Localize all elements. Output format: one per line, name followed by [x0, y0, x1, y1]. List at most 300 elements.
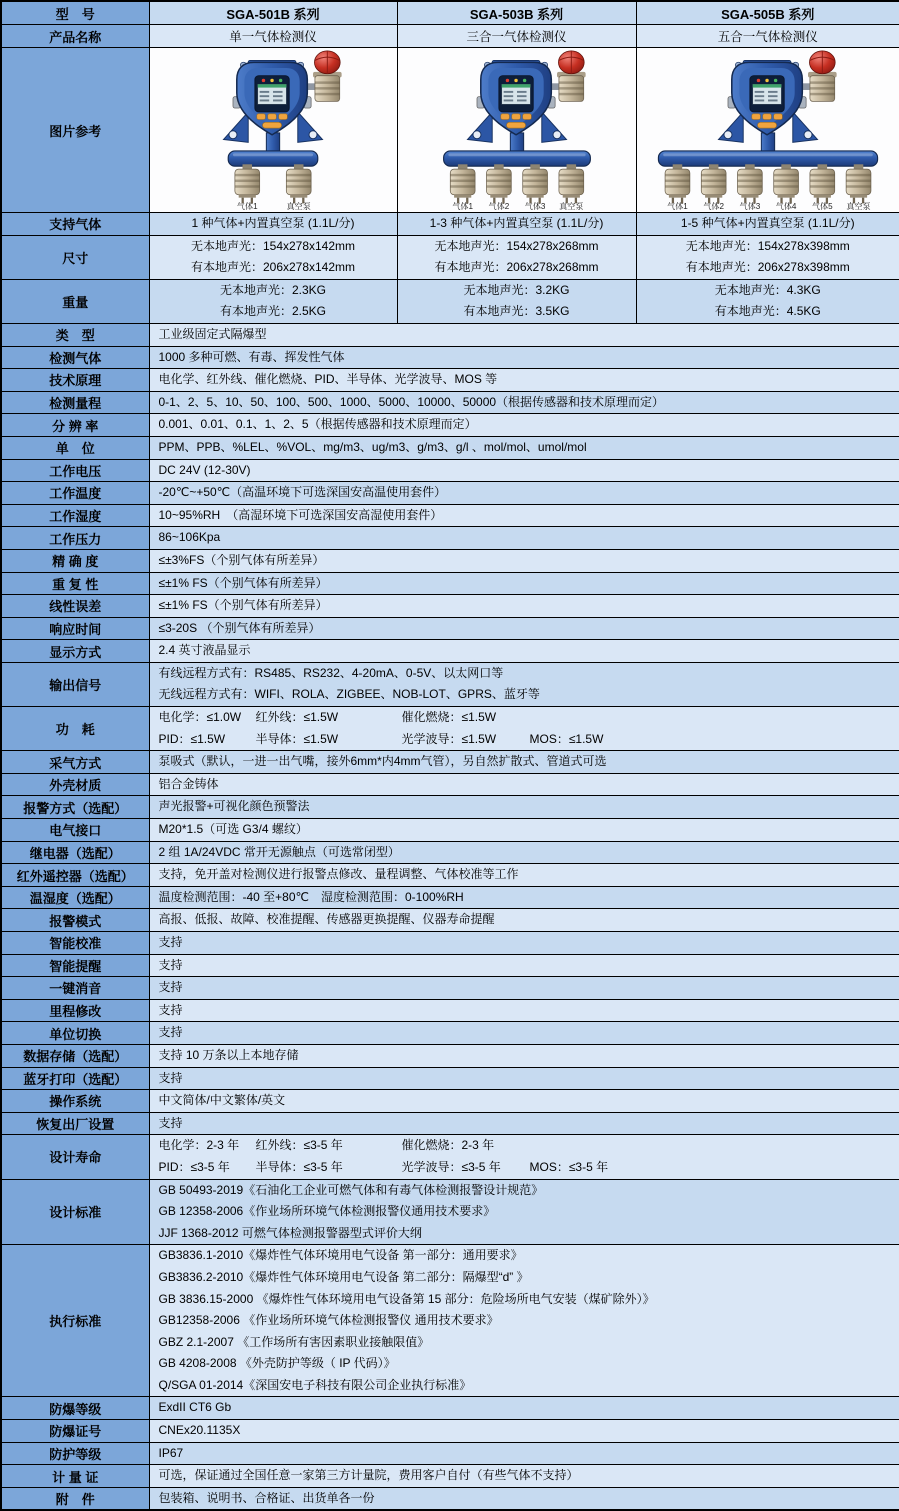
spec-value	[149, 1090, 899, 1113]
sensor-label: 气体1	[667, 201, 688, 211]
product-row	[1, 25, 899, 48]
row-label: 附 件	[1, 1487, 149, 1510]
spec-row	[1, 1487, 899, 1510]
row-label: 防爆证号	[1, 1420, 149, 1443]
spec-value	[149, 1465, 899, 1488]
spec-value	[149, 1442, 899, 1465]
value-line: 1 种气体+内置真空泵 (1.1L/分)	[150, 213, 397, 235]
spec-value	[149, 977, 899, 1000]
row-label: 支持气体	[1, 213, 149, 236]
value-text: GB 3836.15-2000 《爆炸性气体环境用电气设备第 15 部分：危险场所电气安装（煤矿除外）》	[159, 1292, 655, 1306]
product-image-cell	[149, 48, 397, 213]
value-text: Q/SGA 01-2014《深国安电子科技有限公司企业执行标准》	[159, 1378, 472, 1392]
row-label: 数据存储（选配）	[1, 1044, 149, 1067]
value-line	[159, 796, 899, 818]
value-text: 有线远程方式有：RS485、RS232、4-20mA、0-5V、以太网口等	[159, 666, 504, 680]
spec-row	[1, 549, 899, 572]
row-label: 操作系统	[1, 1090, 149, 1113]
value-line	[159, 729, 899, 751]
spec-value	[149, 1487, 899, 1510]
spec-value	[149, 346, 899, 369]
spec-value	[149, 954, 899, 977]
spec-row	[1, 886, 899, 909]
value-line	[159, 1000, 899, 1022]
value-line	[159, 774, 899, 796]
spec-value	[149, 819, 899, 842]
model-row	[1, 1, 899, 25]
sensor-label: 真空泵	[559, 201, 583, 211]
product-name: 三合一气体检测仪	[397, 25, 636, 48]
sensor-label: 气体4	[776, 201, 797, 211]
row-label: 执行标准	[1, 1245, 149, 1397]
spec-row	[1, 662, 899, 706]
value-line	[159, 1289, 899, 1311]
compare-row	[1, 235, 899, 279]
value-line: 有本地声光：4.5KG	[637, 301, 899, 323]
value-text: 支持，免开盖对检测仪进行报警点修改、量程调整、气体校准等工作	[159, 867, 519, 881]
value-text: 1000 多种可燃、有毒、挥发性气体	[159, 350, 345, 364]
spec-value	[149, 391, 899, 414]
value-line: 有本地声光：206x278x142mm	[150, 257, 397, 279]
spec-row	[1, 1442, 899, 1465]
row-label: 检测量程	[1, 391, 149, 414]
value-line	[159, 640, 899, 662]
value-text: GB12358-2006 《作业场所环境气体检测报警仪 通用技术要求》	[159, 1313, 499, 1327]
value-line: 有本地声光：3.5KG	[398, 301, 636, 323]
row-label: 重量	[1, 279, 149, 323]
row-label: 尺寸	[1, 235, 149, 279]
compare-row	[1, 279, 899, 323]
spec-value	[149, 1067, 899, 1090]
detector-body	[223, 60, 322, 155]
spec-value	[149, 662, 899, 706]
spec-row	[1, 773, 899, 796]
spec-value	[149, 414, 899, 437]
spec-row	[1, 459, 899, 482]
value-line	[159, 1375, 899, 1397]
value-text: MOS：≤3-5 年	[530, 1157, 609, 1179]
row-label: 功 耗	[1, 707, 149, 751]
value-text: 包装箱、说明书、合格证、出货单各一份	[159, 1491, 375, 1505]
row-label: 输出信号	[1, 662, 149, 706]
value-text: 泵吸式（默认，一进一出气嘴，接外6mm*内4mm气管），另自然扩散式、管道式可选	[159, 754, 607, 768]
value-line	[159, 1113, 899, 1135]
spec-row	[1, 572, 899, 595]
product-image	[650, 49, 886, 211]
sensor-cylinder	[846, 164, 871, 211]
value-text: PPM、PPB、%LEL、%VOL、mg/m3、ug/m3、g/m3、g/l 、mol/mol、umol/mol	[159, 440, 587, 454]
spec-value	[149, 841, 899, 864]
product-image-cell	[636, 48, 899, 213]
manifold-bar	[658, 151, 877, 166]
value-line	[159, 1397, 899, 1419]
spec-value	[149, 886, 899, 909]
row-label: 重 复 性	[1, 572, 149, 595]
model-name: SGA-503B 系列	[397, 1, 636, 25]
value-line	[159, 573, 899, 595]
value-text: M20*1.5（可选 G3/4 螺纹）	[159, 822, 308, 836]
spec-row	[1, 932, 899, 955]
spec-row	[1, 796, 899, 819]
value-text: 2.4 英寸液晶显示	[159, 643, 251, 657]
value-text: GB3836.1-2010《爆炸性气体环境用电气设备 第一部分：通用要求》	[159, 1248, 523, 1262]
spec-value	[149, 1397, 899, 1420]
value-text: 红外线：≤1.5W	[256, 707, 402, 729]
model-name: SGA-501B 系列	[149, 1, 397, 25]
spec-value	[149, 527, 899, 550]
row-label: 里程修改	[1, 999, 149, 1022]
value-text: IP67	[159, 1446, 184, 1460]
compare-row	[1, 213, 899, 236]
value-text: GB 4208-2008 《外壳防护等级（ IP 代码）》	[159, 1356, 396, 1370]
value-text: 0-1、2、5、10、50、100、500、1000、5000、10000、50000（根据传感器和技术原理而定）	[159, 395, 665, 409]
sensor-cylinder	[558, 164, 583, 211]
spec-value	[149, 707, 899, 751]
value-line	[159, 1157, 899, 1179]
row-label: 单 位	[1, 436, 149, 459]
row-label: 温湿度（选配）	[1, 886, 149, 909]
manifold-bar	[228, 151, 318, 166]
value-line: 无本地声光：154x278x142mm	[150, 236, 397, 258]
spec-value	[149, 549, 899, 572]
value-text: 支持	[159, 1116, 183, 1130]
spec-row	[1, 617, 899, 640]
value-text: ExdII CT6 Gb	[159, 1400, 232, 1414]
sensor-label: 气体5	[812, 201, 833, 211]
value-line	[159, 1332, 899, 1354]
sensor-label: 气体3	[524, 201, 545, 211]
spec-value	[149, 482, 899, 505]
value-line	[159, 1090, 899, 1112]
spec-value	[149, 1245, 899, 1397]
spec-value	[149, 773, 899, 796]
spec-row	[1, 595, 899, 618]
value-line: 无本地声光：154x278x398mm	[637, 236, 899, 258]
sensor-label: 真空泵	[846, 201, 870, 211]
spec-value	[149, 1022, 899, 1045]
sensor-cylinder	[235, 164, 260, 211]
spec-value	[149, 796, 899, 819]
value-text: ≤±1% FS（个别气体有所差异）	[159, 598, 328, 612]
row-label: 智能提醒	[1, 954, 149, 977]
row-label: 响应时间	[1, 617, 149, 640]
compare-value	[397, 279, 636, 323]
value-text: GB 50493-2019《石油化工企业可燃气体和有毒气体检测报警设计规范》	[159, 1183, 544, 1197]
spec-value	[149, 1420, 899, 1443]
spec-row	[1, 1022, 899, 1045]
compare-value	[397, 235, 636, 279]
value-line: 无本地声光：154x278x268mm	[398, 236, 636, 258]
spec-value	[149, 572, 899, 595]
row-label: 精 确 度	[1, 549, 149, 572]
value-text: ≤±3%FS（个别气体有所差异）	[159, 553, 325, 567]
row-label: 报警模式	[1, 909, 149, 932]
value-line	[159, 618, 899, 640]
spec-row	[1, 1044, 899, 1067]
spec-value	[149, 436, 899, 459]
spec-row	[1, 1397, 899, 1420]
value-line	[159, 505, 899, 527]
value-line	[159, 369, 899, 391]
sensor-cylinder	[665, 164, 690, 211]
sensor-cylinder	[701, 164, 726, 211]
row-label: 工作电压	[1, 459, 149, 482]
value-line	[159, 414, 899, 436]
value-text: DC 24V (12-30V)	[159, 463, 251, 477]
value-text: 可选，保证通过全国任意一家第三方计量院，费用客户自付（有些气体不支持）	[159, 1468, 579, 1482]
value-line	[159, 527, 899, 549]
row-label: 蓝牙打印（选配）	[1, 1067, 149, 1090]
row-label: 智能校准	[1, 932, 149, 955]
value-text: 支持	[159, 958, 183, 972]
sensor-label: 气体3	[739, 201, 760, 211]
value-line: 无本地声光：3.2KG	[398, 280, 636, 302]
spec-row	[1, 640, 899, 663]
value-text: 光学波导：≤1.5W	[402, 729, 530, 751]
value-line	[159, 595, 899, 617]
value-line: 1-5 种气体+内置真空泵 (1.1L/分)	[637, 213, 899, 235]
spec-row	[1, 414, 899, 437]
row-label: 设计标准	[1, 1179, 149, 1245]
value-text: 高报、低报、故障、校准提醒、传感器更换提醒、仪器寿命提醒	[159, 912, 495, 926]
spec-row	[1, 1090, 899, 1113]
value-text: GB3836.2-2010《爆炸性气体环境用电气设备 第二部分：隔爆型“d” 》	[159, 1270, 529, 1284]
spec-value	[149, 1112, 899, 1135]
value-line	[159, 1488, 899, 1510]
compare-value	[636, 213, 899, 236]
value-line	[159, 460, 899, 482]
value-text: 声光报警+可视化颜色预警法	[159, 799, 310, 813]
value-text: 光学波导：≤3-5 年	[402, 1157, 530, 1179]
value-line	[159, 707, 899, 729]
value-text: 催化燃烧：2-3 年	[402, 1135, 530, 1157]
spec-row	[1, 482, 899, 505]
value-line	[159, 1068, 899, 1090]
value-text: 10~95%RH （高湿环境下可选深国安高湿使用套件）	[159, 508, 443, 522]
sensor-cylinder	[450, 164, 475, 211]
row-label: 红外遥控器（选配）	[1, 864, 149, 887]
spec-value	[149, 459, 899, 482]
value-text: MOS：≤1.5W	[530, 729, 604, 751]
value-line	[159, 819, 899, 841]
spec-row	[1, 999, 899, 1022]
spec-row	[1, 436, 899, 459]
spec-row	[1, 707, 899, 751]
value-line: 无本地声光：2.3KG	[150, 280, 397, 302]
value-line	[159, 1465, 899, 1487]
value-text: 86~106Kpa	[159, 530, 221, 544]
product-name: 单一气体检测仪	[149, 25, 397, 48]
compare-value	[636, 279, 899, 323]
spec-row	[1, 1245, 899, 1397]
row-label: 设计寿命	[1, 1135, 149, 1179]
value-line	[159, 1443, 899, 1465]
row-label: 继电器（选配）	[1, 841, 149, 864]
product-image	[155, 49, 391, 211]
compare-value	[149, 235, 397, 279]
value-line	[159, 550, 899, 572]
spec-row	[1, 323, 899, 346]
row-label: 工作温度	[1, 482, 149, 505]
spec-value	[149, 595, 899, 618]
value-text: 半导体：≤1.5W	[256, 729, 402, 751]
value-text: PID：≤3-5 年	[159, 1157, 256, 1179]
compare-value	[149, 213, 397, 236]
value-line	[159, 955, 899, 977]
spec-row	[1, 1465, 899, 1488]
value-line	[159, 392, 899, 414]
value-text: 催化燃烧：≤1.5W	[402, 707, 530, 729]
value-line: 1-3 种气体+内置真空泵 (1.1L/分)	[398, 213, 636, 235]
row-label-model: 型 号	[1, 1, 149, 25]
sensor-cylinder	[810, 164, 835, 211]
row-label: 分 辨 率	[1, 414, 149, 437]
sensor-label: 气体2	[488, 201, 509, 211]
value-text: 0.001、0.01、0.1、1、2、5（根据传感器和技术原理而定）	[159, 417, 477, 431]
value-line	[159, 932, 899, 954]
value-text: 支持	[159, 1003, 183, 1017]
value-line	[159, 1180, 899, 1202]
row-label: 类 型	[1, 323, 149, 346]
spec-value	[149, 909, 899, 932]
sensor-label: 气体1	[452, 201, 473, 211]
value-text: 支持	[159, 980, 183, 994]
row-label: 防爆等级	[1, 1397, 149, 1420]
spec-value	[149, 932, 899, 955]
row-label: 报警方式（选配）	[1, 796, 149, 819]
spec-row	[1, 1067, 899, 1090]
value-line: 无本地声光：4.3KG	[637, 280, 899, 302]
sensor-cylinder	[286, 164, 311, 211]
row-label: 防护等级	[1, 1442, 149, 1465]
value-text: 工业级固定式隔爆型	[159, 327, 267, 341]
spec-row	[1, 1135, 899, 1179]
value-text: 铝合金铸体	[159, 777, 219, 791]
value-text: CNEx20.1135X	[159, 1423, 241, 1437]
spec-row	[1, 1112, 899, 1135]
spec-value	[149, 640, 899, 663]
value-line	[159, 437, 899, 459]
spec-row	[1, 504, 899, 527]
image-row	[1, 48, 899, 213]
spec-row	[1, 391, 899, 414]
value-text: 中文简体/中文繁体/英文	[159, 1093, 286, 1107]
value-line	[159, 909, 899, 931]
value-line	[159, 1223, 899, 1245]
spec-row	[1, 346, 899, 369]
compare-value	[397, 213, 636, 236]
sensor-label: 气体1	[237, 201, 258, 211]
value-text: 支持 10 万条以上本地存储	[159, 1048, 299, 1062]
spec-row	[1, 954, 899, 977]
row-label: 检测气体	[1, 346, 149, 369]
value-line	[159, 1022, 899, 1044]
value-line	[159, 482, 899, 504]
sensor-cylinder	[522, 164, 547, 211]
value-line	[159, 842, 899, 864]
row-label: 一键消音	[1, 977, 149, 1000]
value-line	[159, 1310, 899, 1332]
value-text: 电化学、红外线、催化燃烧、PID、半导体、光学波导、MOS 等	[159, 372, 498, 386]
row-label: 单位切换	[1, 1022, 149, 1045]
spec-row	[1, 751, 899, 774]
value-line	[159, 1420, 899, 1442]
value-line	[159, 751, 899, 773]
value-text: ≤3-20S （个别气体有所差异）	[159, 621, 321, 635]
spec-row	[1, 369, 899, 392]
product-image-cell	[397, 48, 636, 213]
value-line	[159, 684, 899, 706]
compare-value	[149, 279, 397, 323]
spec-row	[1, 1179, 899, 1245]
row-label-image: 图片参考	[1, 48, 149, 213]
spec-value	[149, 1179, 899, 1245]
spec-row	[1, 819, 899, 842]
spec-table-body	[1, 1, 899, 1510]
compare-value	[636, 235, 899, 279]
spec-value	[149, 369, 899, 392]
spec-row	[1, 527, 899, 550]
value-text: 红外线：≤3-5 年	[256, 1135, 402, 1157]
detector-body	[467, 60, 566, 155]
sensor-label: 真空泵	[287, 201, 311, 211]
value-line	[159, 1267, 899, 1289]
spec-value	[149, 999, 899, 1022]
value-text: PID：≤1.5W	[159, 729, 256, 751]
row-label: 显示方式	[1, 640, 149, 663]
row-label: 线性误差	[1, 595, 149, 618]
value-line	[159, 1245, 899, 1267]
value-text: 电化学：≤1.0W	[159, 707, 256, 729]
product-name: 五合一气体检测仪	[636, 25, 899, 48]
value-line	[159, 1135, 899, 1157]
spec-value	[149, 1135, 899, 1179]
value-line	[159, 1201, 899, 1223]
spec-row	[1, 909, 899, 932]
value-text: 电化学：2-3 年	[159, 1135, 256, 1157]
value-text: ≤±1% FS（个别气体有所差异）	[159, 576, 328, 590]
value-text: GBZ 2.1-2007 《工作场所有害因素职业接触限值》	[159, 1335, 430, 1349]
spec-row	[1, 864, 899, 887]
detector-body	[718, 60, 817, 155]
value-text: 温度检测范围：-40 至+80℃ 湿度检测范围：0-100%RH	[159, 890, 464, 904]
spec-row	[1, 977, 899, 1000]
value-line: 有本地声光：206x278x398mm	[637, 257, 899, 279]
row-label: 恢复出厂设置	[1, 1112, 149, 1135]
value-text: 2 组 1A/24VDC 常开无源触点（可选常闭型）	[159, 845, 400, 859]
spec-value	[149, 864, 899, 887]
value-text: JJF 1368-2012 可燃气体检测报警器型式评价大纲	[159, 1226, 422, 1240]
row-label: 工作湿度	[1, 504, 149, 527]
sensor-cylinder	[737, 164, 762, 211]
value-line: 有本地声光：206x278x268mm	[398, 257, 636, 279]
row-label: 电气接口	[1, 819, 149, 842]
spec-value	[149, 617, 899, 640]
spec-row	[1, 841, 899, 864]
value-line	[159, 887, 899, 909]
value-text: GB 12358-2006《作业场所环境气体检测报警仪通用技术要求》	[159, 1204, 496, 1218]
spec-row	[1, 1420, 899, 1443]
value-text: 无线远程方式有：WIFI、ROLA、ZIGBEE、NOB-LOT、GPRS、蓝牙等	[159, 687, 540, 701]
value-line	[159, 1045, 899, 1067]
row-label: 工作压力	[1, 527, 149, 550]
row-label: 技术原理	[1, 369, 149, 392]
spec-value	[149, 1044, 899, 1067]
value-line	[159, 324, 899, 346]
row-label: 计 量 证	[1, 1465, 149, 1488]
value-text: 半导体：≤3-5 年	[256, 1157, 402, 1179]
spec-value	[149, 323, 899, 346]
